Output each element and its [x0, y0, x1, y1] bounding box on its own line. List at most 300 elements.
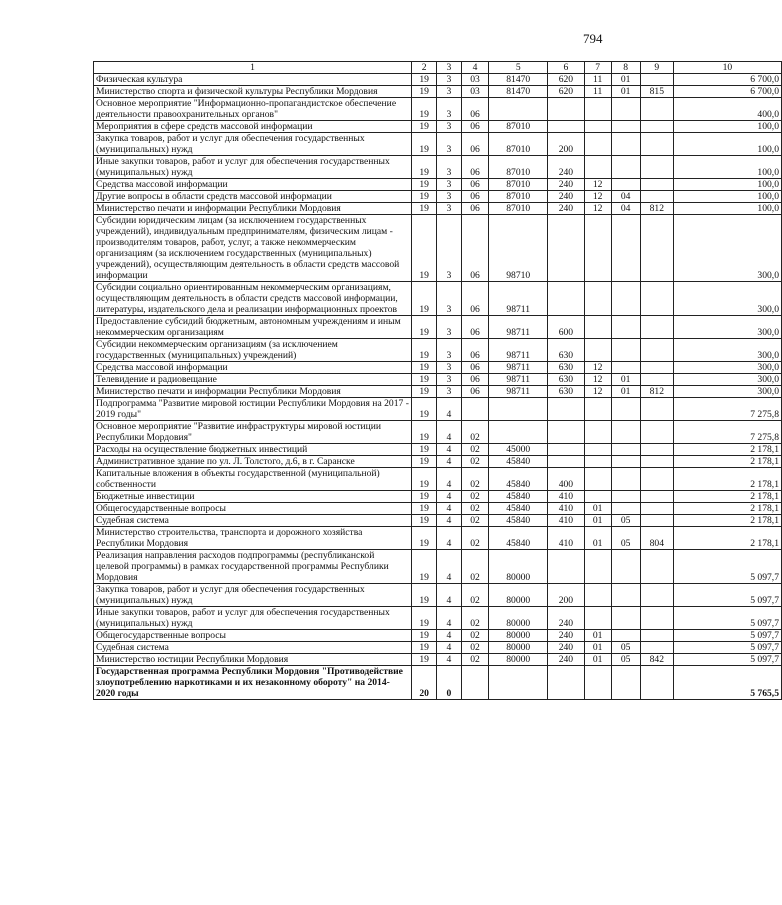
row-amount-cell: 100,0 — [673, 179, 781, 191]
row-code-cell: 02 — [461, 421, 489, 444]
row-code-cell: 19 — [411, 550, 436, 584]
row-code-cell: 03 — [461, 86, 489, 98]
row-code-cell — [611, 503, 640, 515]
row-code-cell: 02 — [461, 642, 489, 654]
row-name-cell: Телевидение и радиовещание — [94, 374, 412, 386]
row-name-cell: Административное здание по ул. Л. Толстого, д.6, в г. Саранске — [94, 456, 412, 468]
row-code-cell — [547, 121, 584, 133]
row-code-cell: 03 — [461, 74, 489, 86]
row-code-cell — [640, 215, 673, 282]
row-code-cell: 02 — [461, 584, 489, 607]
table-row — [94, 282, 782, 316]
row-code-cell — [611, 456, 640, 468]
row-code-cell — [611, 444, 640, 456]
row-code-cell: 812 — [640, 386, 673, 398]
row-code-cell: 01 — [611, 86, 640, 98]
row-code-cell: 06 — [461, 282, 489, 316]
row-code-cell: 19 — [411, 630, 436, 642]
row-name-cell: Субсидии социально ориентированным некоммерческим организациям, осуществляющим деятельность в области средств массовой информации, литературы, издательского дела и реализации информационных проектов — [94, 282, 412, 316]
row-code-cell: 19 — [411, 584, 436, 607]
row-code-cell: 4 — [437, 456, 461, 468]
row-code-cell: 04 — [611, 191, 640, 203]
row-code-cell: 12 — [584, 179, 611, 191]
row-amount-cell: 2 178,1 — [673, 456, 781, 468]
row-code-cell: 01 — [584, 527, 611, 550]
row-code-cell — [640, 74, 673, 86]
row-code-cell: 45840 — [489, 503, 547, 515]
table-row — [94, 156, 782, 179]
row-code-cell — [547, 666, 584, 700]
row-code-cell: 200 — [547, 133, 584, 156]
row-code-cell: 02 — [461, 444, 489, 456]
table-row — [94, 362, 782, 374]
table-row — [94, 515, 782, 527]
header-cell: 7 — [584, 62, 611, 74]
table-row — [94, 121, 782, 133]
row-code-cell — [547, 550, 584, 584]
row-code-cell: 4 — [437, 421, 461, 444]
row-amount-cell: 5 097,7 — [673, 642, 781, 654]
row-name-cell: Средства массовой информации — [94, 179, 412, 191]
row-code-cell: 19 — [411, 133, 436, 156]
row-code-cell — [611, 666, 640, 700]
row-code-cell — [611, 215, 640, 282]
row-code-cell: 3 — [437, 74, 461, 86]
row-code-cell — [611, 584, 640, 607]
row-code-cell: 3 — [437, 179, 461, 191]
row-code-cell: 06 — [461, 121, 489, 133]
table-row — [94, 421, 782, 444]
row-code-cell: 45840 — [489, 468, 547, 491]
row-name-cell: Расходы на осуществление бюджетных инвестиций — [94, 444, 412, 456]
row-name-cell: Государственная программа Республики Мордовия "Противодействие злоупотреблению наркотиками и их незаконному обороту" на 2014-2020 годы — [94, 666, 412, 700]
table-row — [94, 203, 782, 215]
row-code-cell — [547, 444, 584, 456]
row-name-cell: Физическая культура — [94, 74, 412, 86]
row-code-cell: 600 — [547, 316, 584, 339]
row-amount-cell: 100,0 — [673, 121, 781, 133]
row-code-cell: 98711 — [489, 316, 547, 339]
row-code-cell: 98711 — [489, 386, 547, 398]
row-code-cell: 19 — [411, 503, 436, 515]
row-code-cell: 06 — [461, 215, 489, 282]
row-code-cell: 80000 — [489, 642, 547, 654]
row-code-cell: 19 — [411, 456, 436, 468]
row-code-cell: 240 — [547, 642, 584, 654]
row-code-cell — [547, 282, 584, 316]
row-code-cell — [611, 98, 640, 121]
row-code-cell — [547, 215, 584, 282]
row-code-cell: 80000 — [489, 630, 547, 642]
row-code-cell: 3 — [437, 362, 461, 374]
table-row — [94, 654, 782, 666]
row-code-cell: 3 — [437, 86, 461, 98]
row-name-cell: Реализация направления расходов подпрограммы (республиканской целевой программы) в рамках государственной программы Республики Мордовия — [94, 550, 412, 584]
row-code-cell: 06 — [461, 386, 489, 398]
table-row — [94, 642, 782, 654]
row-code-cell — [489, 398, 547, 421]
row-code-cell: 98711 — [489, 362, 547, 374]
row-name-cell: Закупка товаров, работ и услуг для обеспечения государственных (муниципальных) нужд — [94, 133, 412, 156]
row-amount-cell: 300,0 — [673, 215, 781, 282]
row-code-cell: 3 — [437, 282, 461, 316]
row-amount-cell: 2 178,1 — [673, 491, 781, 503]
row-code-cell — [640, 282, 673, 316]
row-code-cell: 45840 — [489, 515, 547, 527]
row-name-cell: Общегосударственные вопросы — [94, 630, 412, 642]
row-code-cell: 80000 — [489, 584, 547, 607]
row-code-cell: 19 — [411, 282, 436, 316]
table-row — [94, 666, 782, 700]
row-code-cell — [611, 550, 640, 584]
row-code-cell: 98711 — [489, 339, 547, 362]
row-code-cell: 02 — [461, 491, 489, 503]
row-code-cell — [640, 584, 673, 607]
row-code-cell: 11 — [584, 74, 611, 86]
row-code-cell: 630 — [547, 386, 584, 398]
row-code-cell: 3 — [437, 203, 461, 215]
row-name-cell: Министерство строительства, транспорта и дорожного хозяйства Республики Мордовия — [94, 527, 412, 550]
row-name-cell: Судебная система — [94, 515, 412, 527]
row-amount-cell: 400,0 — [673, 98, 781, 121]
row-code-cell: 80000 — [489, 654, 547, 666]
row-amount-cell: 6 700,0 — [673, 86, 781, 98]
row-code-cell: 19 — [411, 339, 436, 362]
row-code-cell — [547, 98, 584, 121]
row-code-cell: 01 — [584, 630, 611, 642]
table-row — [94, 607, 782, 630]
row-amount-cell: 2 178,1 — [673, 468, 781, 491]
row-code-cell — [611, 133, 640, 156]
header-cell: 3 — [437, 62, 461, 74]
row-code-cell — [584, 282, 611, 316]
row-code-cell: 05 — [611, 654, 640, 666]
row-code-cell: 01 — [584, 654, 611, 666]
row-code-cell — [611, 282, 640, 316]
row-code-cell: 200 — [547, 584, 584, 607]
row-code-cell — [611, 398, 640, 421]
row-code-cell: 06 — [461, 156, 489, 179]
row-code-cell — [640, 179, 673, 191]
row-code-cell: 20 — [411, 666, 436, 700]
row-code-cell: 81470 — [489, 86, 547, 98]
row-name-cell: Средства массовой информации — [94, 362, 412, 374]
row-code-cell: 400 — [547, 468, 584, 491]
row-code-cell: 3 — [437, 374, 461, 386]
row-code-cell: 240 — [547, 203, 584, 215]
row-amount-cell: 100,0 — [673, 203, 781, 215]
row-code-cell — [611, 156, 640, 179]
row-code-cell: 4 — [437, 468, 461, 491]
row-code-cell: 02 — [461, 515, 489, 527]
row-code-cell: 12 — [584, 191, 611, 203]
row-code-cell — [584, 584, 611, 607]
row-code-cell — [640, 133, 673, 156]
header-cell: 9 — [640, 62, 673, 74]
row-code-cell: 3 — [437, 386, 461, 398]
row-amount-cell: 5 097,7 — [673, 630, 781, 642]
row-code-cell — [640, 503, 673, 515]
row-code-cell — [584, 121, 611, 133]
row-code-cell: 240 — [547, 607, 584, 630]
row-code-cell — [461, 666, 489, 700]
row-code-cell: 06 — [461, 179, 489, 191]
row-code-cell: 02 — [461, 468, 489, 491]
row-code-cell: 02 — [461, 527, 489, 550]
row-amount-cell: 7 275,8 — [673, 398, 781, 421]
row-amount-cell: 2 178,1 — [673, 444, 781, 456]
row-code-cell: 12 — [584, 386, 611, 398]
row-amount-cell: 300,0 — [673, 362, 781, 374]
row-code-cell: 3 — [437, 316, 461, 339]
row-name-cell: Министерство юстиции Республики Мордовия — [94, 654, 412, 666]
row-code-cell: 01 — [584, 515, 611, 527]
row-code-cell — [640, 121, 673, 133]
row-code-cell — [584, 98, 611, 121]
row-code-cell: 06 — [461, 362, 489, 374]
row-code-cell: 4 — [437, 642, 461, 654]
table-row — [94, 133, 782, 156]
table-row — [94, 503, 782, 515]
table-row — [94, 191, 782, 203]
row-name-cell: Бюджетные инвестиции — [94, 491, 412, 503]
header-cell: 10 — [673, 62, 781, 74]
row-code-cell: 19 — [411, 607, 436, 630]
row-code-cell — [547, 421, 584, 444]
row-code-cell: 19 — [411, 121, 436, 133]
row-code-cell: 98711 — [489, 282, 547, 316]
row-code-cell — [611, 121, 640, 133]
header-cell: 6 — [547, 62, 584, 74]
row-code-cell — [584, 666, 611, 700]
row-code-cell: 19 — [411, 515, 436, 527]
row-code-cell: 02 — [461, 607, 489, 630]
row-code-cell: 4 — [437, 550, 461, 584]
row-code-cell: 04 — [611, 203, 640, 215]
row-code-cell: 45840 — [489, 456, 547, 468]
row-code-cell: 80000 — [489, 550, 547, 584]
row-code-cell: 87010 — [489, 133, 547, 156]
row-code-cell: 630 — [547, 374, 584, 386]
row-name-cell: Министерство печати и информации Республики Мордовия — [94, 386, 412, 398]
row-code-cell: 240 — [547, 179, 584, 191]
row-code-cell — [489, 98, 547, 121]
row-code-cell — [489, 666, 547, 700]
row-code-cell: 19 — [411, 491, 436, 503]
row-code-cell: 06 — [461, 374, 489, 386]
row-name-cell: Иные закупки товаров, работ и услуг для обеспечения государственных (муниципальных) нужд — [94, 156, 412, 179]
row-name-cell: Министерство печати и информации Республики Мордовия — [94, 203, 412, 215]
row-code-cell: 240 — [547, 156, 584, 179]
row-code-cell: 05 — [611, 642, 640, 654]
row-code-cell: 19 — [411, 386, 436, 398]
page-number: 794 — [583, 31, 603, 46]
row-code-cell — [640, 98, 673, 121]
table-row — [94, 456, 782, 468]
row-code-cell: 4 — [437, 584, 461, 607]
row-code-cell: 4 — [437, 398, 461, 421]
row-code-cell: 842 — [640, 654, 673, 666]
row-code-cell: 19 — [411, 642, 436, 654]
row-code-cell: 19 — [411, 421, 436, 444]
table-body — [94, 74, 782, 700]
header-cell: 5 — [489, 62, 547, 74]
row-code-cell — [640, 456, 673, 468]
table-row — [94, 491, 782, 503]
row-code-cell: 19 — [411, 527, 436, 550]
row-code-cell: 4 — [437, 607, 461, 630]
row-code-cell: 19 — [411, 191, 436, 203]
header-cell: 4 — [461, 62, 489, 74]
row-code-cell — [584, 339, 611, 362]
row-code-cell: 45840 — [489, 527, 547, 550]
row-code-cell: 812 — [640, 203, 673, 215]
row-code-cell — [611, 179, 640, 191]
row-code-cell: 4 — [437, 515, 461, 527]
row-code-cell: 0 — [437, 666, 461, 700]
row-code-cell — [584, 421, 611, 444]
row-code-cell: 620 — [547, 74, 584, 86]
row-code-cell — [640, 339, 673, 362]
row-name-cell: Субсидии некоммерческим организациям (за исключением государственных (муниципальных) учреждений) — [94, 339, 412, 362]
header-cell: 8 — [611, 62, 640, 74]
table-row — [94, 630, 782, 642]
row-code-cell: 11 — [584, 86, 611, 98]
table-row — [94, 86, 782, 98]
row-amount-cell: 300,0 — [673, 316, 781, 339]
row-code-cell: 804 — [640, 527, 673, 550]
row-amount-cell: 2 178,1 — [673, 515, 781, 527]
table-header — [94, 62, 782, 74]
budget-table — [93, 61, 782, 700]
table-row — [94, 316, 782, 339]
row-amount-cell: 100,0 — [673, 156, 781, 179]
row-code-cell — [547, 456, 584, 468]
row-code-cell: 06 — [461, 191, 489, 203]
row-code-cell: 87010 — [489, 156, 547, 179]
row-code-cell — [584, 316, 611, 339]
row-code-cell: 12 — [584, 362, 611, 374]
row-code-cell — [611, 421, 640, 444]
row-name-cell: Другие вопросы в области средств массовой информации — [94, 191, 412, 203]
row-code-cell: 02 — [461, 654, 489, 666]
row-code-cell: 410 — [547, 527, 584, 550]
row-code-cell: 05 — [611, 515, 640, 527]
row-code-cell: 4 — [437, 491, 461, 503]
row-code-cell: 98710 — [489, 215, 547, 282]
row-code-cell: 240 — [547, 654, 584, 666]
row-name-cell: Капитальные вложения в объекты государственной (муниципальной) собственности — [94, 468, 412, 491]
row-code-cell: 45000 — [489, 444, 547, 456]
row-code-cell: 240 — [547, 630, 584, 642]
row-amount-cell: 300,0 — [673, 282, 781, 316]
row-code-cell — [640, 607, 673, 630]
row-code-cell: 19 — [411, 654, 436, 666]
row-code-cell: 06 — [461, 133, 489, 156]
row-amount-cell: 5 765,5 — [673, 666, 781, 700]
table-row — [94, 374, 782, 386]
row-code-cell — [461, 398, 489, 421]
row-code-cell: 05 — [611, 527, 640, 550]
table-row — [94, 550, 782, 584]
row-name-cell: Иные закупки товаров, работ и услуг для обеспечения государственных (муниципальных) нужд — [94, 607, 412, 630]
row-code-cell: 4 — [437, 654, 461, 666]
row-code-cell: 01 — [611, 374, 640, 386]
row-code-cell: 01 — [584, 503, 611, 515]
row-code-cell: 01 — [611, 74, 640, 86]
row-code-cell — [584, 215, 611, 282]
row-amount-cell: 5 097,7 — [673, 550, 781, 584]
row-code-cell — [640, 444, 673, 456]
row-code-cell: 02 — [461, 630, 489, 642]
row-name-cell: Предоставление субсидий бюджетным, автономным учреждениям и иным некоммерческим организациям — [94, 316, 412, 339]
header-cell: 1 — [94, 62, 412, 74]
table-row — [94, 74, 782, 86]
row-code-cell — [640, 642, 673, 654]
row-code-cell: 98711 — [489, 374, 547, 386]
row-code-cell: 19 — [411, 98, 436, 121]
row-code-cell: 19 — [411, 444, 436, 456]
row-code-cell: 02 — [461, 550, 489, 584]
table-row — [94, 468, 782, 491]
row-code-cell: 410 — [547, 515, 584, 527]
row-code-cell: 19 — [411, 179, 436, 191]
row-code-cell: 87010 — [489, 179, 547, 191]
row-code-cell — [611, 316, 640, 339]
row-code-cell — [584, 468, 611, 491]
row-code-cell: 3 — [437, 121, 461, 133]
header-cell: 2 — [411, 62, 436, 74]
row-code-cell: 4 — [437, 503, 461, 515]
row-name-cell: Основное мероприятие "Развитие инфраструктуры мировой юстиции Республики Мордовия" — [94, 421, 412, 444]
row-amount-cell: 300,0 — [673, 386, 781, 398]
row-code-cell — [611, 339, 640, 362]
row-code-cell — [584, 607, 611, 630]
row-code-cell: 19 — [411, 374, 436, 386]
row-code-cell: 19 — [411, 316, 436, 339]
row-code-cell — [640, 491, 673, 503]
row-code-cell: 815 — [640, 86, 673, 98]
row-code-cell: 19 — [411, 74, 436, 86]
row-code-cell: 45840 — [489, 491, 547, 503]
row-code-cell: 19 — [411, 398, 436, 421]
row-code-cell — [584, 133, 611, 156]
row-code-cell: 3 — [437, 191, 461, 203]
row-name-cell: Мероприятия в сфере средств массовой информации — [94, 121, 412, 133]
row-code-cell: 02 — [461, 503, 489, 515]
row-name-cell: Общегосударственные вопросы — [94, 503, 412, 515]
row-amount-cell: 100,0 — [673, 191, 781, 203]
row-code-cell — [584, 456, 611, 468]
row-code-cell: 06 — [461, 203, 489, 215]
row-amount-cell: 5 097,7 — [673, 584, 781, 607]
row-code-cell — [640, 421, 673, 444]
table-row — [94, 444, 782, 456]
table-row — [94, 398, 782, 421]
row-code-cell — [640, 630, 673, 642]
row-code-cell — [640, 468, 673, 491]
table-row — [94, 339, 782, 362]
row-code-cell: 06 — [461, 98, 489, 121]
row-code-cell: 3 — [437, 98, 461, 121]
row-code-cell: 410 — [547, 491, 584, 503]
row-code-cell: 240 — [547, 191, 584, 203]
row-code-cell: 12 — [584, 374, 611, 386]
row-code-cell — [611, 630, 640, 642]
row-code-cell: 80000 — [489, 607, 547, 630]
row-code-cell: 87010 — [489, 121, 547, 133]
row-code-cell: 3 — [437, 156, 461, 179]
